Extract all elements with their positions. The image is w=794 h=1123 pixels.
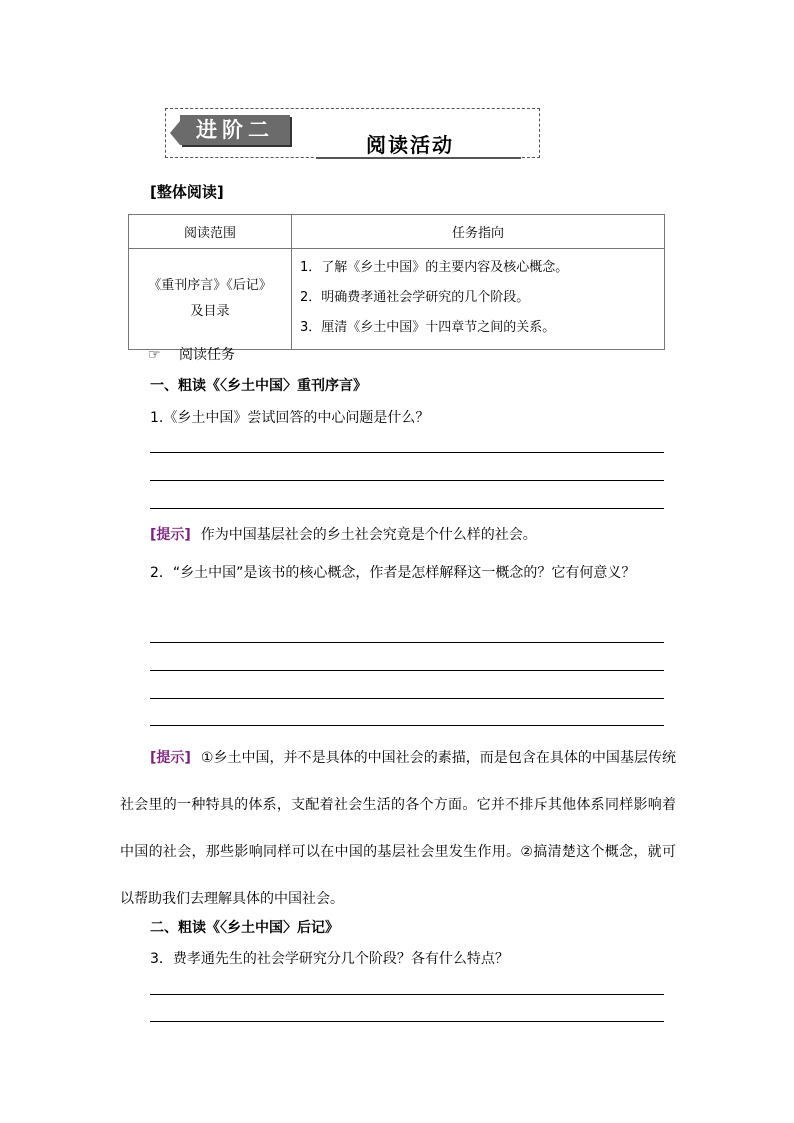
answer-line [150,994,664,995]
hint-1 [150,524,706,544]
table-header-tasks: 任务指向 [292,215,665,249]
answer-line [150,670,664,671]
answer-line [150,508,664,509]
task-item-2: 2．明确费孝通社会学研究的几个阶段。 [300,290,530,305]
answer-line [150,725,664,726]
part2-heading: 二、粗读《〈乡土中国〉后记》 [150,920,339,936]
part1-heading: 一、粗读《〈乡土中国〉重刊序言》 [150,378,367,394]
reading-task-label: 阅读任务 [179,347,236,363]
answer-line [150,642,664,643]
banner-title: 阅读活动 [366,133,454,157]
question-2: 2．“乡土中国”是该书的核心概念，作者是怎样解释这一概念的？它有何意义？ [150,565,636,581]
answer-line [150,698,664,699]
table-row [129,249,665,350]
pointing-hand-icon: ☞ [148,347,161,363]
hint-2-text: ①乡土中国，并不是具体的中国社会的素描，而是包含在具体的中国基层传统社会里的一种特具的体系，支配着社会生活的各个方面。它并不排斥其他体系同样影响着中国的社会，那些影响同样可以在中国的基层社会里发生作用。②搞清楚这个概念，就可以帮助我们去理解具体的中国社会。 [120,750,676,907]
question-1: 1.《乡土中国》尝试回答的中心问题是什么？ [150,410,430,426]
hint-2 [120,735,676,923]
question-3: 3．费孝通先生的社会学研究分几个阶段？各有什么特点？ [150,951,509,967]
answer-line [150,480,664,481]
answer-line [150,1021,664,1022]
reading-task-header [148,344,235,364]
tasks-cell [292,249,665,350]
hint-tag: [提示] [150,750,191,766]
range-line-1: 《重刊序言》《后记》 [148,278,272,293]
hint-1-text: 作为中国基层社会的乡土社会究竟是个什么样的社会。 [200,527,537,543]
task-item-1: 1．了解《乡土中国》的主要内容及核心概念。 [300,260,569,275]
range-line-2: 及目录 [190,304,230,319]
section-label-overall-reading: [整体阅读] [150,183,224,201]
section-banner [165,108,540,158]
task-item-3: 3．厘清《乡土中国》十四章节之间的关系。 [300,320,556,335]
banner-tab-label: 进阶二 [180,115,290,145]
banner-underline [316,157,521,159]
table-header-row [129,215,665,249]
answer-line [150,452,664,453]
hint-tag: [提示] [150,527,191,543]
range-cell [129,249,292,350]
table-header-range: 阅读范围 [129,215,292,249]
reading-scope-table [128,214,665,350]
